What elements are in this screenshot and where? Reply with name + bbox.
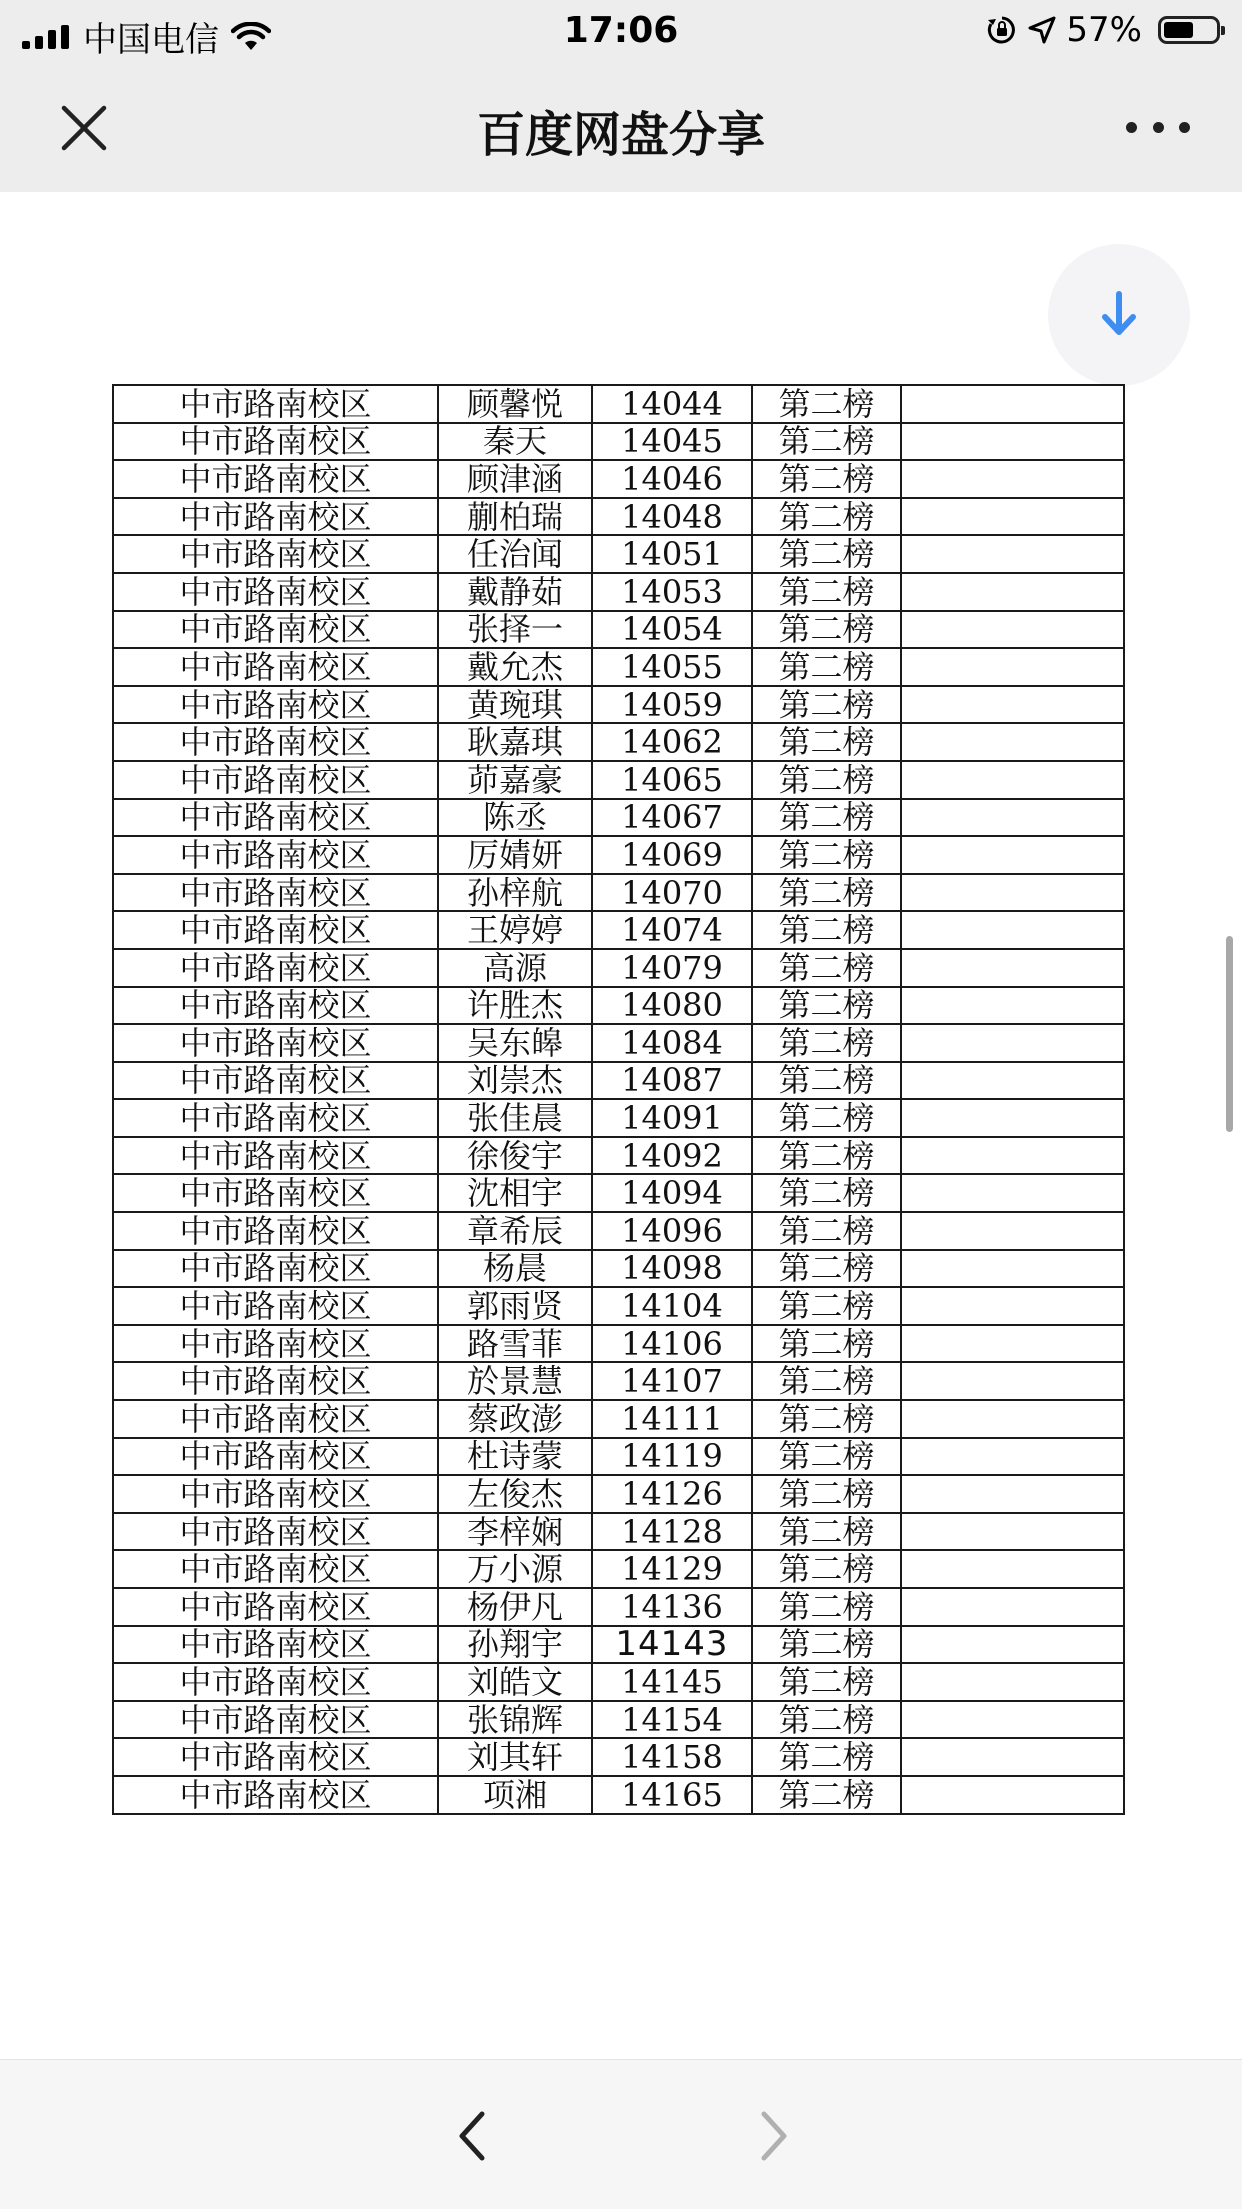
note-cell xyxy=(901,611,1124,649)
table-row xyxy=(113,1626,1124,1664)
list-cell: 第二榜 xyxy=(752,911,901,949)
id-cell: 14087 xyxy=(592,1062,752,1100)
id-cell: 14044 xyxy=(592,385,752,423)
list-cell: 第二榜 xyxy=(752,1362,901,1400)
name-cell: 顾津涵 xyxy=(438,460,592,498)
note-cell xyxy=(901,1626,1124,1664)
nav-bar xyxy=(0,64,1242,192)
clock: 17:06 xyxy=(563,10,679,51)
table-row xyxy=(113,1776,1124,1814)
list-cell: 第二榜 xyxy=(752,949,901,987)
campus-cell: 中市路南校区 xyxy=(113,1099,438,1137)
name-cell: 蒯柏瑞 xyxy=(438,498,592,536)
campus-cell: 中市路南校区 xyxy=(113,1550,438,1588)
note-cell xyxy=(901,1212,1124,1250)
id-cell: 14070 xyxy=(592,874,752,912)
name-cell: 任治闻 xyxy=(438,535,592,573)
campus-cell: 中市路南校区 xyxy=(113,423,438,461)
id-cell: 14154 xyxy=(592,1701,752,1739)
name-cell: 章希辰 xyxy=(438,1212,592,1250)
note-cell xyxy=(901,1137,1124,1175)
id-cell: 14053 xyxy=(592,573,752,611)
note-cell xyxy=(901,573,1124,611)
name-cell: 吴东皞 xyxy=(438,1024,592,1062)
list-cell: 第二榜 xyxy=(752,723,901,761)
list-cell: 第二榜 xyxy=(752,686,901,724)
id-cell: 14111 xyxy=(592,1400,752,1438)
table-row xyxy=(113,836,1124,874)
campus-cell: 中市路南校区 xyxy=(113,460,438,498)
id-cell: 14046 xyxy=(592,460,752,498)
note-cell xyxy=(901,1588,1124,1626)
campus-cell: 中市路南校区 xyxy=(113,1325,438,1363)
id-cell: 14126 xyxy=(592,1475,752,1513)
name-cell: 陈丞 xyxy=(438,799,592,837)
list-cell: 第二榜 xyxy=(752,761,901,799)
table-row xyxy=(113,1400,1124,1438)
name-cell: 项湘 xyxy=(438,1776,592,1814)
campus-cell: 中市路南校区 xyxy=(113,1588,438,1626)
download-arrow-icon xyxy=(1097,290,1141,340)
list-cell: 第二榜 xyxy=(752,611,901,649)
name-cell: 於景慧 xyxy=(438,1362,592,1400)
table-row xyxy=(113,723,1124,761)
campus-cell: 中市路南校区 xyxy=(113,385,438,423)
list-cell: 第二榜 xyxy=(752,1776,901,1814)
note-cell xyxy=(901,1513,1124,1551)
campus-cell: 中市路南校区 xyxy=(113,1250,438,1288)
campus-cell: 中市路南校区 xyxy=(113,1513,438,1551)
note-cell xyxy=(901,1325,1124,1363)
note-cell xyxy=(901,535,1124,573)
name-cell: 郭雨贤 xyxy=(438,1287,592,1325)
list-cell: 第二榜 xyxy=(752,836,901,874)
name-cell: 高源 xyxy=(438,949,592,987)
battery-level xyxy=(1164,22,1193,38)
id-cell: 14145 xyxy=(592,1663,752,1701)
id-cell: 14107 xyxy=(592,1362,752,1400)
id-cell: 14048 xyxy=(592,498,752,536)
name-cell: 杨伊凡 xyxy=(438,1588,592,1626)
id-cell: 14079 xyxy=(592,949,752,987)
list-cell: 第二榜 xyxy=(752,1400,901,1438)
table-row xyxy=(113,1137,1124,1175)
name-cell: 孙梓航 xyxy=(438,874,592,912)
campus-cell: 中市路南校区 xyxy=(113,1438,438,1476)
name-cell: 蔡政澎 xyxy=(438,1400,592,1438)
id-cell: 14084 xyxy=(592,1024,752,1062)
campus-cell: 中市路南校区 xyxy=(113,723,438,761)
status-bar xyxy=(0,0,1242,64)
table-row xyxy=(113,1362,1124,1400)
table-row xyxy=(113,1438,1124,1476)
campus-cell: 中市路南校区 xyxy=(113,535,438,573)
id-cell: 14051 xyxy=(592,535,752,573)
table-row xyxy=(113,1738,1124,1776)
name-cell: 徐俊宇 xyxy=(438,1137,592,1175)
note-cell xyxy=(901,761,1124,799)
list-cell: 第二榜 xyxy=(752,1325,901,1363)
table-row xyxy=(113,498,1124,536)
table-row xyxy=(113,648,1124,686)
document-viewer[interactable] xyxy=(0,192,1242,2059)
note-cell xyxy=(901,1099,1124,1137)
note-cell xyxy=(901,1738,1124,1776)
note-cell xyxy=(901,1362,1124,1400)
list-cell: 第二榜 xyxy=(752,1588,901,1626)
campus-cell: 中市路南校区 xyxy=(113,1137,438,1175)
name-cell: 耿嘉琪 xyxy=(438,723,592,761)
name-cell: 张择一 xyxy=(438,611,592,649)
table-row xyxy=(113,1663,1124,1701)
id-cell: 14045 xyxy=(592,423,752,461)
campus-cell: 中市路南校区 xyxy=(113,911,438,949)
campus-cell: 中市路南校区 xyxy=(113,1062,438,1100)
table-row xyxy=(113,611,1124,649)
campus-cell: 中市路南校区 xyxy=(113,611,438,649)
note-cell xyxy=(901,686,1124,724)
table-row xyxy=(113,1212,1124,1250)
name-cell: 张佳晨 xyxy=(438,1099,592,1137)
id-cell: 14119 xyxy=(592,1438,752,1476)
id-cell: 14143 xyxy=(592,1626,752,1664)
table-row xyxy=(113,799,1124,837)
id-cell: 14158 xyxy=(592,1738,752,1776)
id-cell: 14094 xyxy=(592,1174,752,1212)
battery-percent: 57% xyxy=(1066,10,1142,50)
list-cell: 第二榜 xyxy=(752,1062,901,1100)
id-cell: 14098 xyxy=(592,1250,752,1288)
id-cell: 14059 xyxy=(592,686,752,724)
campus-cell: 中市路南校区 xyxy=(113,498,438,536)
list-cell: 第二榜 xyxy=(752,874,901,912)
campus-cell: 中市路南校区 xyxy=(113,1400,438,1438)
note-cell xyxy=(901,836,1124,874)
table-row xyxy=(113,686,1124,724)
campus-cell: 中市路南校区 xyxy=(113,799,438,837)
note-cell xyxy=(901,911,1124,949)
name-cell: 厉婧妍 xyxy=(438,836,592,874)
name-cell: 张锦辉 xyxy=(438,1701,592,1739)
note-cell xyxy=(901,949,1124,987)
campus-cell: 中市路南校区 xyxy=(113,648,438,686)
table-row xyxy=(113,1024,1124,1062)
chevron-left-icon[interactable] xyxy=(450,2108,494,2164)
page-title: 百度网盘分享 xyxy=(476,107,765,163)
list-cell: 第二榜 xyxy=(752,385,901,423)
campus-cell: 中市路南校区 xyxy=(113,1174,438,1212)
name-cell: 杨晨 xyxy=(438,1250,592,1288)
id-cell: 14065 xyxy=(592,761,752,799)
table-row xyxy=(113,573,1124,611)
list-cell: 第二榜 xyxy=(752,1475,901,1513)
id-cell: 14096 xyxy=(592,1212,752,1250)
note-cell xyxy=(901,987,1124,1025)
name-cell: 戴静茹 xyxy=(438,573,592,611)
name-cell: 茆嘉豪 xyxy=(438,761,592,799)
table-row xyxy=(113,1099,1124,1137)
list-cell: 第二榜 xyxy=(752,1024,901,1062)
table-row xyxy=(113,1550,1124,1588)
list-cell: 第二榜 xyxy=(752,573,901,611)
campus-cell: 中市路南校区 xyxy=(113,1362,438,1400)
name-cell: 刘皓文 xyxy=(438,1663,592,1701)
list-cell: 第二榜 xyxy=(752,535,901,573)
name-cell: 李梓娴 xyxy=(438,1513,592,1551)
table-row xyxy=(113,949,1124,987)
name-cell: 刘其轩 xyxy=(438,1738,592,1776)
table-row xyxy=(113,423,1124,461)
bottom-toolbar xyxy=(0,2059,1242,2209)
name-cell: 秦天 xyxy=(438,423,592,461)
table-row xyxy=(113,1588,1124,1626)
note-cell xyxy=(901,385,1124,423)
id-cell: 14136 xyxy=(592,1588,752,1626)
note-cell xyxy=(901,1776,1124,1814)
name-cell: 杜诗蒙 xyxy=(438,1438,592,1476)
name-cell: 黄琬琪 xyxy=(438,686,592,724)
orientation-lock-icon xyxy=(986,14,1018,46)
id-cell: 14069 xyxy=(592,836,752,874)
scroll-indicator[interactable] xyxy=(1226,936,1233,1132)
list-cell: 第二榜 xyxy=(752,1137,901,1175)
note-cell xyxy=(901,1174,1124,1212)
table-row xyxy=(113,460,1124,498)
campus-cell: 中市路南校区 xyxy=(113,836,438,874)
location-arrow-icon xyxy=(1028,16,1056,44)
list-cell: 第二榜 xyxy=(752,1663,901,1701)
list-cell: 第二榜 xyxy=(752,1701,901,1739)
name-cell: 路雪菲 xyxy=(438,1325,592,1363)
name-cell: 王婷婷 xyxy=(438,911,592,949)
campus-cell: 中市路南校区 xyxy=(113,761,438,799)
table-row xyxy=(113,1174,1124,1212)
id-cell: 14106 xyxy=(592,1325,752,1363)
note-cell xyxy=(901,498,1124,536)
status-right xyxy=(986,10,1220,50)
ranking-table xyxy=(112,384,1125,1815)
campus-cell: 中市路南校区 xyxy=(113,1024,438,1062)
name-cell: 刘崇杰 xyxy=(438,1062,592,1100)
campus-cell: 中市路南校区 xyxy=(113,1475,438,1513)
campus-cell: 中市路南校区 xyxy=(113,1626,438,1664)
table-row xyxy=(113,1475,1124,1513)
list-cell: 第二榜 xyxy=(752,460,901,498)
note-cell xyxy=(901,1062,1124,1100)
table-row xyxy=(113,1287,1124,1325)
list-cell: 第二榜 xyxy=(752,648,901,686)
note-cell xyxy=(901,1663,1124,1701)
carrier-name: 中国电信 xyxy=(83,20,219,60)
id-cell: 14128 xyxy=(592,1513,752,1551)
campus-cell: 中市路南校区 xyxy=(113,1776,438,1814)
list-cell: 第二榜 xyxy=(752,1250,901,1288)
name-cell: 万小源 xyxy=(438,1550,592,1588)
note-cell xyxy=(901,648,1124,686)
table-row xyxy=(113,761,1124,799)
list-cell: 第二榜 xyxy=(752,1550,901,1588)
list-cell: 第二榜 xyxy=(752,1513,901,1551)
table-row xyxy=(113,385,1124,423)
id-cell: 14074 xyxy=(592,911,752,949)
campus-cell: 中市路南校区 xyxy=(113,949,438,987)
list-cell: 第二榜 xyxy=(752,1212,901,1250)
note-cell xyxy=(901,1250,1124,1288)
table-row xyxy=(113,1513,1124,1551)
chevron-right-icon[interactable] xyxy=(752,2108,796,2164)
id-cell: 14054 xyxy=(592,611,752,649)
list-cell: 第二榜 xyxy=(752,799,901,837)
table-row xyxy=(113,535,1124,573)
table-row xyxy=(113,1701,1124,1739)
campus-cell: 中市路南校区 xyxy=(113,1738,438,1776)
list-cell: 第二榜 xyxy=(752,1438,901,1476)
note-cell xyxy=(901,1024,1124,1062)
note-cell xyxy=(901,874,1124,912)
battery-icon xyxy=(1158,16,1220,44)
note-cell xyxy=(901,1400,1124,1438)
campus-cell: 中市路南校区 xyxy=(113,874,438,912)
note-cell xyxy=(901,723,1124,761)
note-cell xyxy=(901,423,1124,461)
id-cell: 14080 xyxy=(592,987,752,1025)
campus-cell: 中市路南校区 xyxy=(113,573,438,611)
campus-cell: 中市路南校区 xyxy=(113,1212,438,1250)
id-cell: 14091 xyxy=(592,1099,752,1137)
table-row xyxy=(113,1062,1124,1100)
note-cell xyxy=(901,1701,1124,1739)
note-cell xyxy=(901,1287,1124,1325)
list-cell: 第二榜 xyxy=(752,1287,901,1325)
list-cell: 第二榜 xyxy=(752,1099,901,1137)
campus-cell: 中市路南校区 xyxy=(113,987,438,1025)
id-cell: 14104 xyxy=(592,1287,752,1325)
list-cell: 第二榜 xyxy=(752,1626,901,1664)
campus-cell: 中市路南校区 xyxy=(113,1701,438,1739)
list-cell: 第二榜 xyxy=(752,1738,901,1776)
note-cell xyxy=(901,1475,1124,1513)
list-cell: 第二榜 xyxy=(752,498,901,536)
name-cell: 孙翔宇 xyxy=(438,1626,592,1664)
campus-cell: 中市路南校区 xyxy=(113,1287,438,1325)
id-cell: 14055 xyxy=(592,648,752,686)
id-cell: 14067 xyxy=(592,799,752,837)
id-cell: 14092 xyxy=(592,1137,752,1175)
id-cell: 14165 xyxy=(592,1776,752,1814)
table-row xyxy=(113,1250,1124,1288)
note-cell xyxy=(901,460,1124,498)
campus-cell: 中市路南校区 xyxy=(113,686,438,724)
id-cell: 14129 xyxy=(592,1550,752,1588)
name-cell: 顾馨悦 xyxy=(438,385,592,423)
note-cell xyxy=(901,799,1124,837)
download-button[interactable] xyxy=(1048,244,1190,386)
name-cell: 戴允杰 xyxy=(438,648,592,686)
name-cell: 左俊杰 xyxy=(438,1475,592,1513)
campus-cell: 中市路南校区 xyxy=(113,1663,438,1701)
note-cell xyxy=(901,1438,1124,1476)
note-cell xyxy=(901,1550,1124,1588)
table-row xyxy=(113,1325,1124,1363)
name-cell: 沈相宇 xyxy=(438,1174,592,1212)
list-cell: 第二榜 xyxy=(752,423,901,461)
name-cell: 许胜杰 xyxy=(438,987,592,1025)
list-cell: 第二榜 xyxy=(752,987,901,1025)
table-row xyxy=(113,874,1124,912)
table-row xyxy=(113,987,1124,1025)
more-icon[interactable] xyxy=(1126,102,1190,152)
table-row xyxy=(113,911,1124,949)
id-cell: 14062 xyxy=(592,723,752,761)
list-cell: 第二榜 xyxy=(752,1174,901,1212)
